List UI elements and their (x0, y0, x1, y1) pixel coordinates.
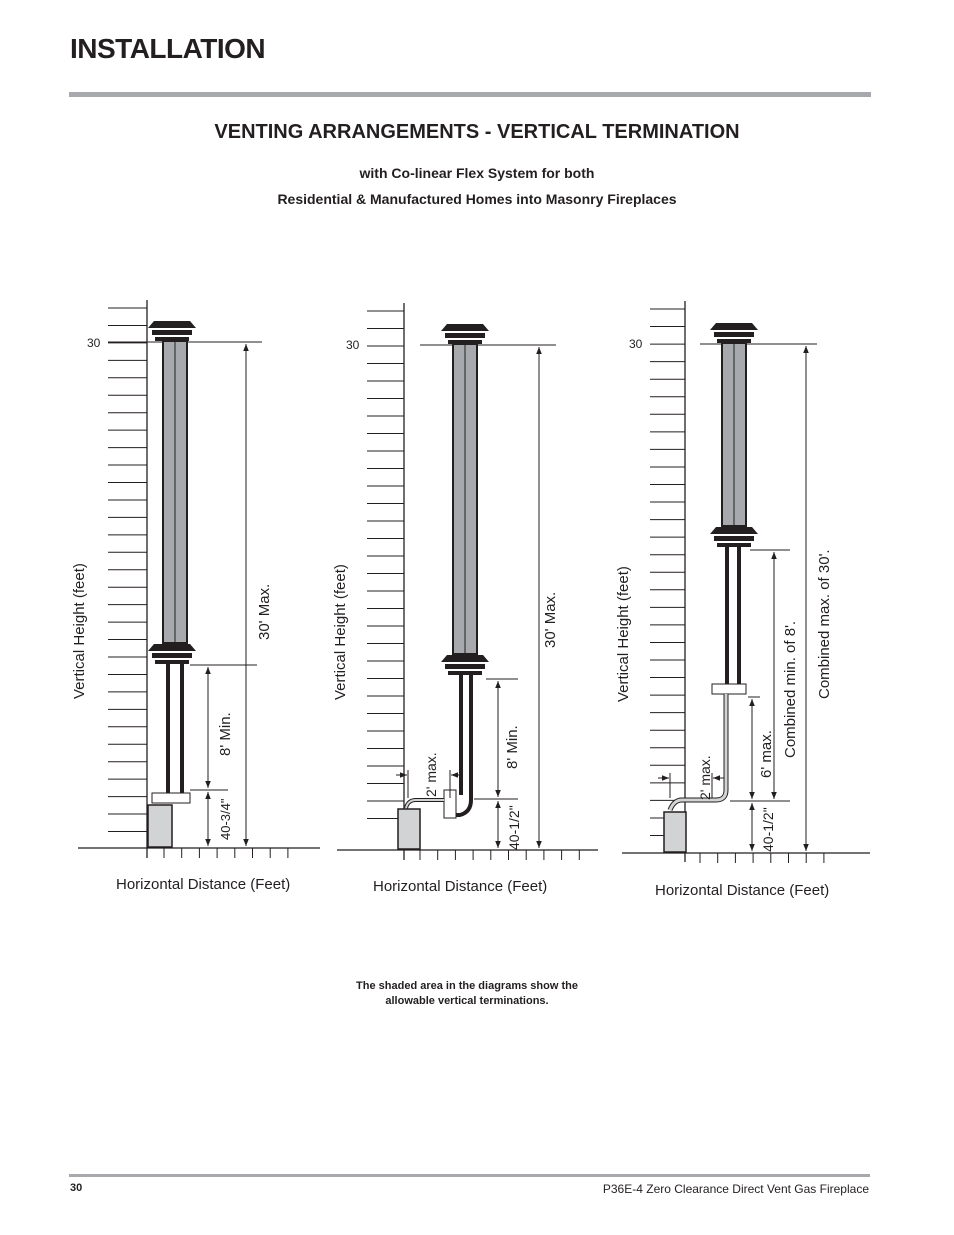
fireplace-unit (398, 809, 420, 849)
label-base: 40-3/4" (218, 798, 233, 840)
document-title: P36E-4 Zero Clearance Direct Vent Gas Fireplace (602, 1182, 869, 1196)
appliance-collar (152, 793, 190, 803)
x-axis-label: Horizontal Distance (Feet) (373, 878, 548, 895)
lower-connector (710, 527, 758, 547)
distance-ticks (164, 848, 288, 858)
tick-label-30: 30 (87, 336, 101, 350)
caption-line-2: allowable vertical terminations. (385, 995, 549, 1007)
y-axis-label: Vertical Height (feet) (71, 563, 88, 699)
label-offset: 6' max. (758, 730, 775, 778)
fireplace-unit (148, 805, 172, 847)
height-ticks (108, 308, 147, 832)
lower-connector (441, 655, 489, 675)
tick-label-30: 30 (629, 337, 643, 351)
height-ticks (650, 309, 685, 836)
distance-ticks (420, 850, 579, 860)
label-30-max: 30' Max. (542, 591, 559, 648)
y-axis-label: Vertical Height (feet) (332, 564, 349, 700)
section-title: INSTALLATION (70, 33, 266, 64)
page-number: 30 (70, 1182, 83, 1194)
diagram-2 (332, 303, 598, 895)
termination-cap (710, 323, 758, 343)
termination-cap (441, 324, 489, 344)
flex-pipe (166, 664, 170, 794)
label-combined-min: Combined min. of 8'. (782, 620, 799, 758)
termination-cap (148, 321, 196, 341)
label-30-max: 30' Max. (256, 583, 273, 640)
label-base: 40-1/2" (506, 805, 522, 850)
label-combined-max: Combined max. of 30'. (816, 549, 833, 699)
distance-ticks (700, 853, 824, 863)
label-8-min: 8' Min. (217, 712, 234, 756)
subtitle-line-2: Residential & Manufactured Homes into Masonry Fireplaces (277, 191, 677, 207)
lower-connector (148, 644, 196, 664)
subtitle-line-1: with Co-linear Flex System for both (359, 165, 595, 181)
flex-pipe (459, 675, 463, 795)
diagram-caption (0, 979, 934, 1009)
tick-label-30: 30 (346, 338, 360, 352)
label-horizontal: 2' max. (697, 755, 713, 800)
diagram-1 (71, 300, 320, 893)
x-axis-label: Horizontal Distance (Feet) (116, 876, 291, 893)
page-heading: VENTING ARRANGEMENTS - VERTICAL TERMINATION (214, 121, 740, 143)
diagram-3 (615, 301, 870, 899)
bottom-rule (69, 1174, 870, 1177)
caption-line-1: The shaded area in the diagrams show the (356, 980, 578, 992)
label-horizontal: 2' max. (423, 752, 439, 797)
x-axis-label: Horizontal Distance (Feet) (655, 882, 830, 899)
label-base: 40-1/2" (760, 807, 776, 852)
fireplace-unit (664, 812, 686, 852)
offset-collar (712, 684, 746, 694)
flex-pipe (725, 547, 729, 685)
label-8-min: 8' Min. (504, 725, 521, 769)
height-ticks (367, 311, 404, 819)
y-axis-label: Vertical Height (feet) (615, 566, 632, 702)
